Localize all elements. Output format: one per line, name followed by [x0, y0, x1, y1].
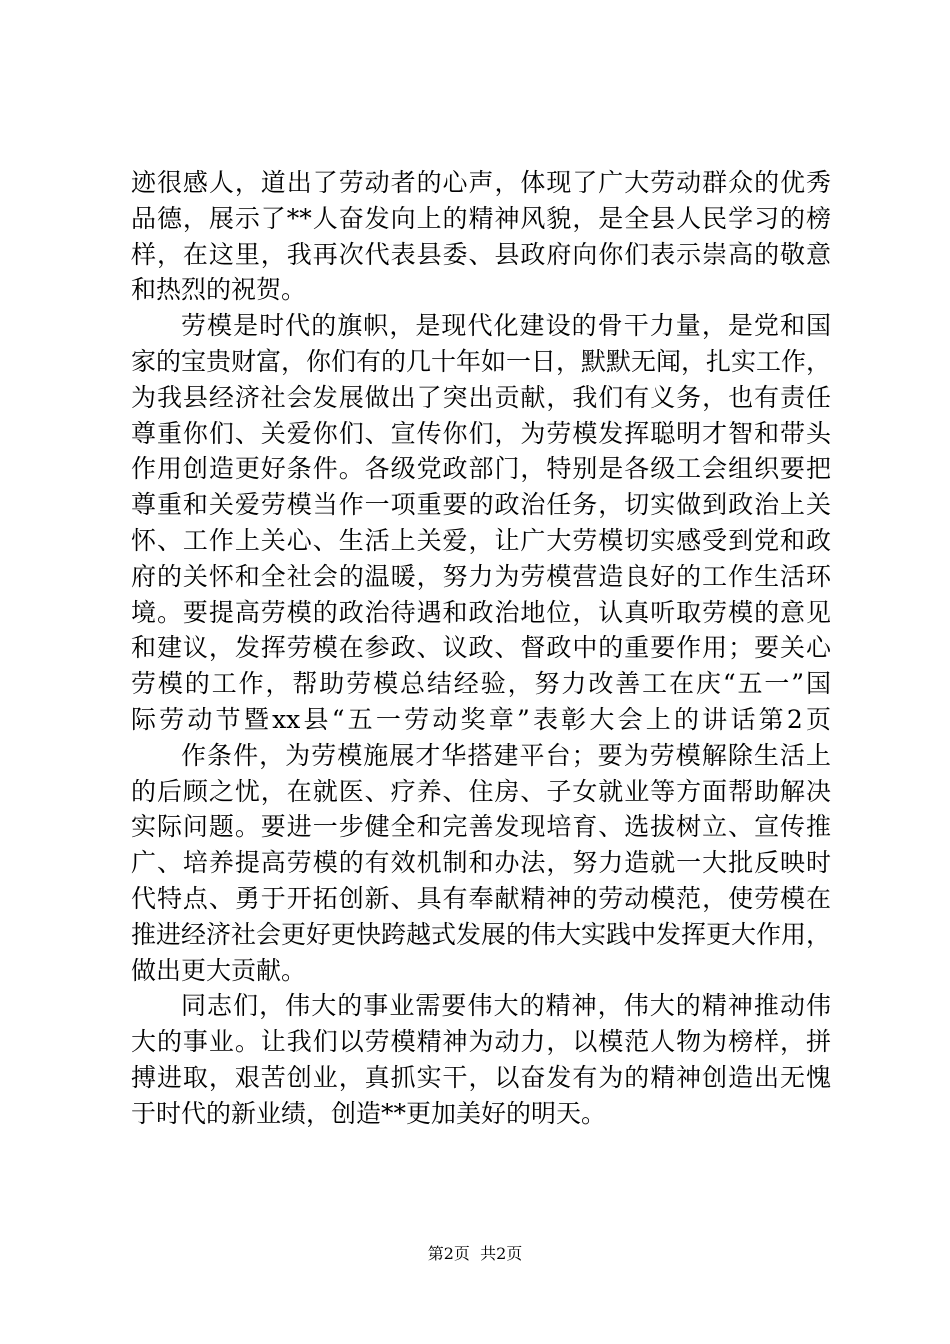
text-line: 劳模是时代的旗帜，是现代化建设的骨干力量，是党和国 [181, 311, 831, 341]
text-line: 同志们，伟大的事业需要伟大的精神，伟大的精神推动伟 [181, 991, 831, 1021]
text-line: 广、培养提高劳模的有效机制和办法，努力造就一大批反映时 [131, 848, 831, 878]
text-line: 样，在这里，我再次代表县委、县政府向你们表示崇高的敬意 [131, 239, 831, 269]
text-line: 家的宝贵财富，你们有的几十年如一日，默默无闻，扎实工作， [131, 346, 832, 376]
paragraph-1 [131, 165, 831, 308]
text-line: 府的关怀和全社会的温暖，努力为劳模营造良好的工作生活环 [131, 561, 831, 591]
page-footer [0, 1244, 950, 1264]
paragraph-2 [131, 308, 831, 738]
text-line: 际劳动节暨xx县“五一劳动奖章”表彰大会上的讲话第2页 [131, 704, 831, 734]
text-line: 做出更大贡献。 [131, 955, 307, 985]
text-line: 代特点、勇于开拓创新、具有奉献精神的劳动模范，使劳模在 [131, 883, 831, 913]
text-line: 于时代的新业绩，创造**更加美好的明天。 [131, 1098, 607, 1128]
text-line: 劳模的工作，帮助劳模总结经验，努力改善工在庆“五一”国 [131, 669, 831, 699]
page-number-label: 第2页 共2页 [427, 1244, 523, 1263]
text-line: 和热烈的祝贺。 [131, 275, 307, 305]
text-line: 实际问题。要进一步健全和完善发现培育、选拔树立、宣传推 [131, 812, 831, 842]
text-line: 品德，展示了**人奋发向上的精神风貌，是全县人民学习的榜 [131, 203, 831, 233]
text-line: 搏进取，艰苦创业，真抓实干，以奋发有为的精神创造出无愧 [131, 1062, 831, 1092]
text-line: 推进经济社会更好更快跨越式发展的伟大实践中发挥更大作用， [131, 919, 832, 949]
text-line: 作条件，为劳模施展才华搭建平台；要为劳模解除生活上 [181, 740, 831, 770]
text-line: 的后顾之忧，在就医、疗养、住房、子女就业等方面帮助解决 [131, 776, 831, 806]
text-line: 为我县经济社会发展做出了突出贡献，我们有义务，也有责任 [131, 382, 831, 412]
text-line: 大的事业。让我们以劳模精神为动力，以模范人物为榜样，拼 [131, 1027, 831, 1057]
text-line: 境。要提高劳模的政治待遇和政治地位，认真听取劳模的意见 [131, 597, 831, 627]
text-line: 尊重和关爱劳模当作一项重要的政治任务，切实做到政治上关 [131, 490, 831, 520]
text-line: 和建议，发挥劳模在参政、议政、督政中的重要作用；要关心 [131, 633, 831, 663]
text-line: 尊重你们、关爱你们、宣传你们，为劳模发挥聪明才智和带头 [131, 418, 831, 448]
paragraph-4 [131, 988, 831, 1131]
document-body [131, 165, 831, 1132]
paragraph-3 [131, 738, 831, 989]
text-line: 作用创造更好条件。各级党政部门，特别是各级工会组织要把 [131, 454, 831, 484]
text-line: 迹很感人，道出了劳动者的心声，体现了广大劳动群众的优秀 [131, 168, 831, 197]
text-line: 怀、工作上关心、生活上关爱，让广大劳模切实感受到党和政 [131, 525, 831, 555]
